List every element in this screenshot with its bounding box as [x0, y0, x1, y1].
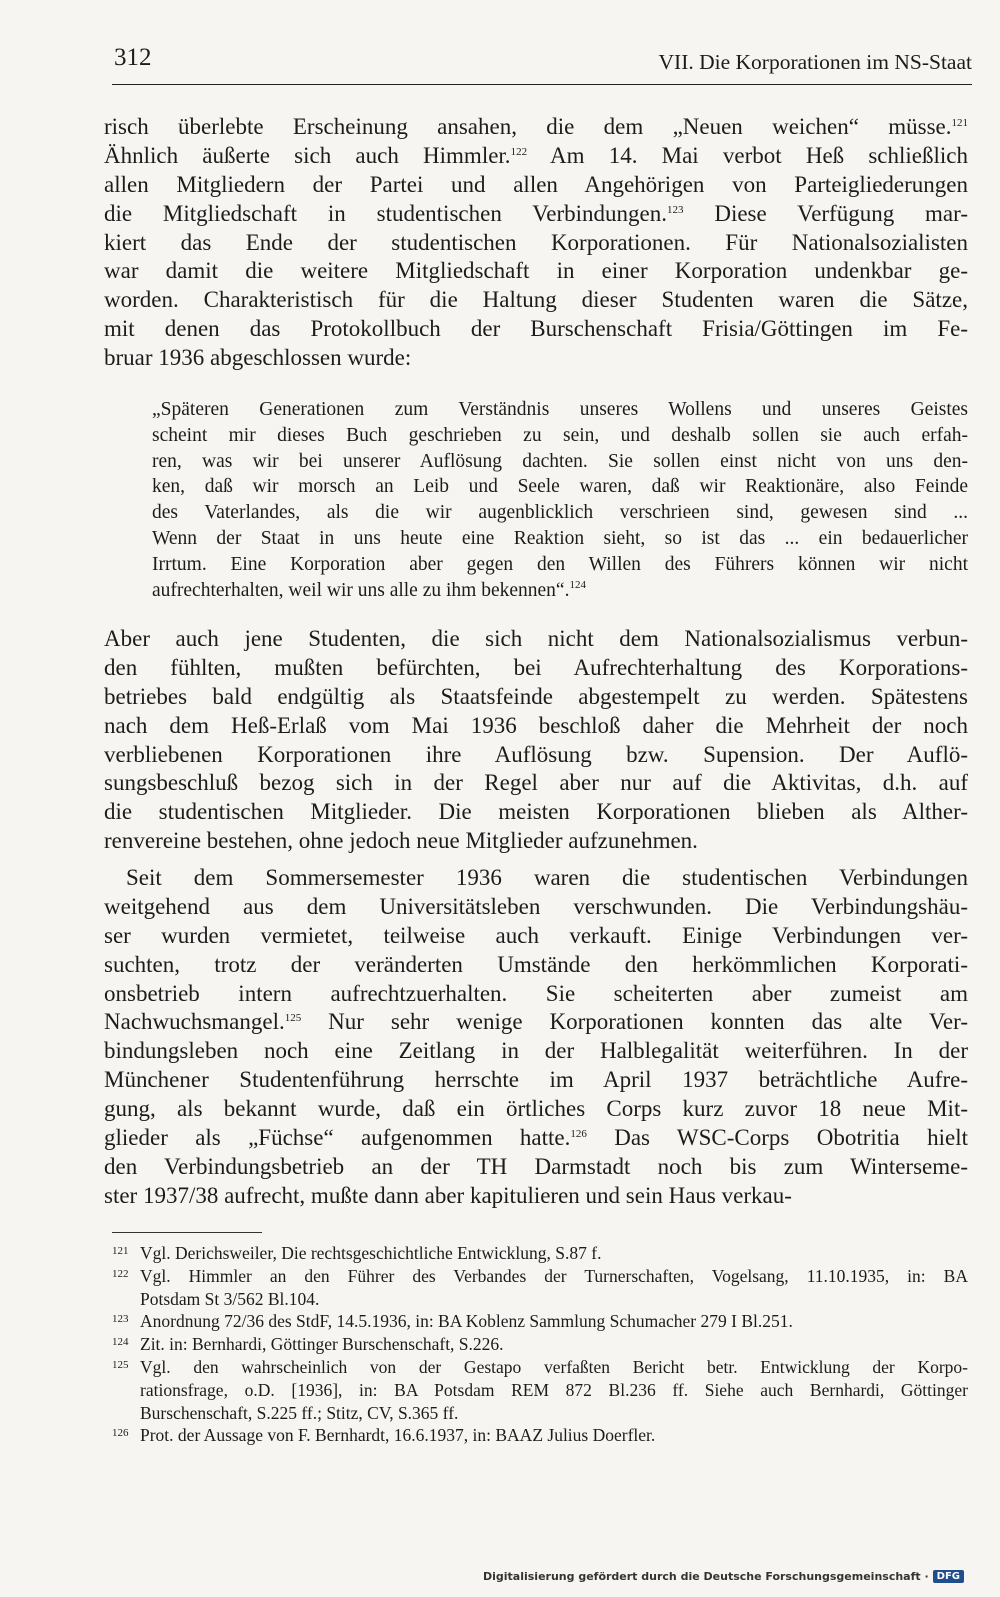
line-text: mit denen das Protokollbuch der Burschenschaft Frisia/Göttingen im Fe-: [104, 316, 968, 342]
footnote-ref[interactable]: 124: [569, 578, 586, 591]
line-text: suchten, trotz der veränderten Umstände den herkömmlichen Korporati-: [104, 951, 968, 977]
line-text: ser wurden vermietet, teilweise auch verkauft. Einige Verbindungen ver-: [104, 922, 968, 948]
text-line: [152, 397, 968, 423]
text-line: [104, 951, 968, 980]
paragraph-2: [104, 625, 968, 856]
line-text-rest: Am 14. Mai verbot Heß schließlich: [527, 142, 968, 168]
footnote-text: Zit. in: Bernhardi, Göttinger Burschenschaft, S.226.: [140, 1334, 504, 1355]
footnote-126: [112, 1424, 968, 1447]
line-text: renvereine bestehen, ohne jedoch neue Mitglieder aufzunehmen.: [104, 828, 698, 854]
line-text: die studentischen Mitglieder. Die meisten Korporationen blieben als Alther-: [104, 799, 968, 825]
line-text: allen Mitgliedern der Partei und allen Angehörigen von Parteigliederungen: [104, 171, 968, 197]
text-line: [104, 171, 968, 200]
text-line: [104, 683, 968, 712]
text-line: [104, 344, 968, 373]
text-line: [152, 474, 968, 500]
footnote-123: [112, 1310, 968, 1333]
text-line: [104, 1008, 968, 1037]
footnote-text: Vgl. den wahrscheinlich von der Gestapo verfaßten Bericht betr. Entwicklung der Korpo-: [140, 1356, 968, 1377]
line-text: onsbetrieb intern aufrechtzuerhalten. Sie scheiterten aber zumeist am: [104, 980, 968, 1006]
footnote-number: 124: [112, 1336, 129, 1349]
line-text: aufrechterhalten, weil wir uns alle zu ihm bekennen“.: [152, 579, 570, 601]
line-text-rest: Diese Verfügung mar-: [683, 200, 968, 226]
text-line: [104, 654, 968, 683]
text-line: [104, 922, 968, 951]
footnote-ref[interactable]: 122: [510, 145, 528, 158]
text-line: [104, 893, 968, 922]
text-line: [104, 286, 968, 315]
line-text: verbliebenen Korporationen ihre Auflösung bzw. Supension. Der Auflö-: [104, 741, 968, 767]
digitization-text: Digitalisierung gefördert durch die Deutsche Forschungsgemeinschaft ·: [482, 1570, 929, 1583]
footnote-number: 122: [112, 1267, 129, 1280]
footnote-121: [112, 1242, 968, 1265]
line-text: Aber auch jene Studenten, die sich nicht dem Nationalsozialismus verbun-: [104, 626, 968, 651]
footnotes: [112, 1242, 968, 1447]
footnote-122: [112, 1265, 968, 1311]
line-text: Nachwuchsmangel.: [104, 1009, 285, 1035]
line-text: Irrtum. Eine Korporation aber gegen den Willen des Führers können wir nicht: [152, 553, 968, 575]
text-line: [104, 625, 968, 654]
text-line: [104, 864, 968, 893]
footnote-text: Anordnung 72/36 des StdF, 14.5.1936, in: BA Koblenz Sammlung Schumacher 279 I Bl.251.: [140, 1311, 793, 1332]
footnote-divider: [112, 1232, 262, 1233]
line-text: bindungsleben noch eine Zeitlang in der Halblegalität weiterführen. In der: [104, 1038, 968, 1064]
line-text: ken, daß wir morsch an Leib und Seele waren, daß wir Reaktionäre, also Feinde: [152, 476, 968, 498]
text-line: [104, 769, 968, 798]
line-text: ster 1937/38 aufrecht, mußte dann aber kapitulieren und sein Haus verkau-: [104, 1182, 792, 1208]
text-line: [104, 1066, 968, 1095]
line-text: „Späteren Generationen zum Verständnis unseres Wollens und unseres Geistes: [152, 399, 968, 420]
text-line: [104, 1182, 968, 1211]
footnote-text: Burschenschaft, S.225 ff.; Stitz, CV, S.365 ff.: [140, 1402, 459, 1423]
line-text: kiert das Ende der studentischen Korporationen. Für Nationalsozialisten: [104, 229, 968, 255]
text-line: [104, 712, 968, 741]
footnote-text: Vgl. Derichsweiler, Die rechtsgeschichtliche Entwicklung, S.87 f.: [140, 1243, 602, 1263]
line-text: betriebes bald endgültig als Staatsfeinde abgestempelt zu werden. Spätestens: [104, 683, 968, 709]
text-line: [104, 1153, 968, 1182]
text-line: [104, 827, 968, 856]
text-line: [152, 552, 968, 578]
line-text: glieder als „Füchse“ aufgenommen hatte.: [104, 1125, 571, 1151]
footnote-text: Vgl. Himmler an den Führer des Verbandes der Turnerschaften, Vogelsang, 11.10.1935, in: BA: [140, 1265, 968, 1286]
footnote-text: Prot. der Aussage von F. Bernhardt, 16.6.1937, in: BAAZ Julius Doerfler.: [140, 1425, 656, 1446]
text-line: [104, 798, 968, 827]
line-text: war damit die weitere Mitgliedschaft in einer Korporation undenkbar ge-: [104, 258, 968, 284]
line-text: Ähnlich äußerte sich auch Himmler.: [104, 142, 511, 168]
footnote-ref[interactable]: 126: [570, 1128, 587, 1141]
text-line: [104, 1037, 968, 1066]
dfg-logo: DFG: [933, 1570, 964, 1583]
line-text-rest: Das WSC-Corps Obotritia hielt: [586, 1125, 968, 1151]
line-text: den fühlten, mußten befürchten, bei Aufrechterhaltung des Korporations-: [104, 654, 968, 680]
text-line: [104, 229, 968, 258]
running-head: VII. Die Korporationen im NS-Staat: [658, 50, 972, 74]
line-text: ren, was wir bei unserer Auflösung dachten. Sie sollen einst nicht von uns den-: [152, 450, 968, 472]
block-quote: [152, 397, 968, 603]
footnote-number: 123: [112, 1313, 129, 1326]
text-line: [104, 257, 968, 286]
text-line: [104, 1124, 968, 1153]
footnote-text: rationsfrage, o.D. [1936], in: BA Potsdam REM 872 Bl.236 ff. Siehe auch Bernhardi, Göttinger: [140, 1379, 968, 1400]
text-line: [104, 142, 968, 171]
text-line: [104, 315, 968, 344]
footnote-ref[interactable]: 121: [951, 117, 968, 129]
text-line: [104, 1095, 968, 1124]
text-line: [104, 741, 968, 770]
line-text: bruar 1936 abgeschlossen wurde:: [104, 345, 412, 371]
line-text: sungsbeschluß bezog sich in der Regel aber nur auf die Aktivitas, d.h. auf: [104, 770, 968, 796]
footnote-number: 126: [112, 1427, 129, 1440]
text-line: [152, 423, 968, 449]
text-line: [104, 200, 968, 229]
line-text: weitgehend aus dem Universitätsleben verschwunden. Die Verbindungshäu-: [104, 893, 968, 919]
paragraph-1: [104, 113, 968, 373]
text-line: [152, 526, 968, 552]
page-number: 312: [114, 44, 152, 71]
page-header: [112, 44, 972, 85]
digitization-footer: [483, 1570, 964, 1583]
paragraph-3: [104, 864, 968, 1211]
footnote-ref[interactable]: 123: [667, 203, 684, 216]
line-text: worden. Charakteristisch für die Haltung dieser Studenten waren die Sätze,: [104, 287, 968, 313]
text-line: [152, 500, 968, 526]
line-text: Seit dem Sommersemester 1936 waren die studentischen Verbindungen: [126, 865, 968, 890]
footnote-124: [112, 1333, 968, 1356]
line-text: die Mitgliedschaft in studentischen Verbindungen.: [104, 200, 668, 226]
text-line: [104, 980, 968, 1009]
line-text: den Verbindungsbetrieb an der TH Darmstadt noch bis zum Winterseme-: [104, 1153, 968, 1179]
text-line: [104, 113, 968, 142]
text-line: [152, 578, 968, 604]
line-text: scheint mir dieses Buch geschrieben zu sein, und deshalb sollen sie auch erfah-: [152, 424, 968, 446]
line-text: risch überlebte Erscheinung ansahen, die dem „Neuen weichen“ müsse.: [104, 114, 952, 139]
line-text-rest: Nur sehr wenige Korporationen konnten das alte Ver-: [301, 1009, 968, 1035]
line-text: Münchener Studentenführung herrschte im April 1937 beträchtliche Aufre-: [104, 1067, 968, 1093]
footnote-number: 121: [112, 1245, 129, 1257]
line-text: nach dem Heß-Erlaß vom Mai 1936 beschloß daher die Mehrheit der noch: [104, 712, 968, 738]
footnote-125: [112, 1356, 968, 1424]
line-text: Wenn der Staat in uns heute eine Reaktion sieht, so ist das ... ein bedauerlicher: [152, 527, 968, 549]
line-text: des Vaterlandes, als die wir augenblicklich verschrieen sind, gewesen sind ...: [152, 502, 968, 524]
text-line: [152, 449, 968, 475]
line-text: gung, als bekannt wurde, daß ein örtliches Corps kurz zuvor 18 neue Mit-: [104, 1096, 968, 1122]
footnote-ref[interactable]: 125: [284, 1012, 302, 1025]
footnote-text: Potsdam St 3/562 Bl.104.: [140, 1288, 320, 1309]
footnote-number: 125: [112, 1358, 129, 1371]
